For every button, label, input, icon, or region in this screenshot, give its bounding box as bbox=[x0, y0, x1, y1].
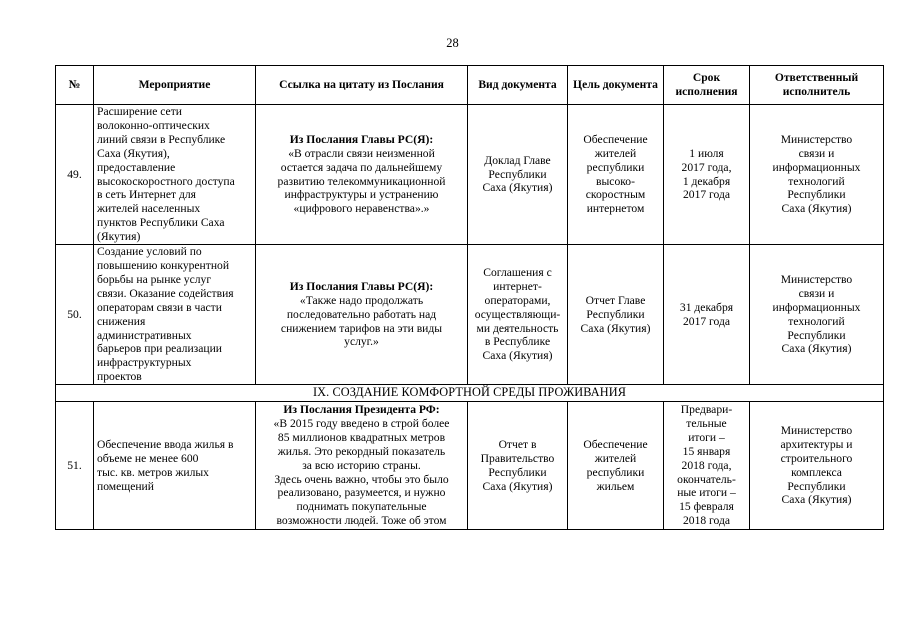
text-line: ные итоги – bbox=[677, 486, 736, 500]
doc-type-cell bbox=[468, 245, 568, 385]
table-header-row bbox=[56, 66, 884, 105]
event-cell bbox=[94, 402, 256, 530]
quote-text bbox=[259, 147, 464, 217]
text-line: Министерство bbox=[780, 423, 853, 437]
text-line: повышению конкурентной bbox=[97, 258, 230, 272]
text-line: объеме не менее 600 bbox=[97, 451, 199, 465]
text-line: возможности людей. Тоже об этом bbox=[276, 514, 447, 528]
quote-cell bbox=[256, 402, 468, 530]
text-line: последовательно работать над bbox=[286, 307, 437, 321]
text-line: Отчет Главе bbox=[585, 293, 646, 307]
text-line: окончатель- bbox=[677, 472, 736, 486]
text-line: 2017 года, bbox=[681, 160, 732, 174]
text-line: операторами, bbox=[484, 293, 551, 307]
doc-type-cell bbox=[468, 402, 568, 530]
header-num: № bbox=[56, 66, 94, 105]
text-line: реализовано, разумеется, и нужно bbox=[277, 486, 446, 500]
text-line: Создание условий по bbox=[97, 245, 202, 259]
text-line: информационных bbox=[772, 300, 861, 314]
executor-cell bbox=[750, 402, 884, 530]
quote-head: Из Послания Президента РФ: bbox=[283, 403, 440, 417]
text-line: снижением тарифов на эти виды bbox=[280, 321, 443, 335]
text-line: Республики bbox=[787, 479, 846, 493]
text-line: инфраструктуры и устранению bbox=[284, 188, 439, 202]
text-line: Правительство bbox=[480, 451, 555, 465]
text-line: Здесь очень важно, чтобы это было bbox=[274, 472, 449, 486]
text-line: Республики bbox=[586, 307, 645, 321]
table-row bbox=[56, 245, 884, 385]
text-line: жителей населенных bbox=[97, 202, 201, 216]
doc-type-cell bbox=[468, 105, 568, 245]
text-line: Министерство bbox=[780, 132, 853, 146]
row-num: 49. bbox=[56, 105, 94, 245]
text-line: Доклад Главе bbox=[484, 153, 551, 167]
text-line: 15 февраля bbox=[679, 500, 734, 514]
text-line: услуг.» bbox=[344, 335, 379, 349]
quote-head: Из Послания Главы РС(Я): bbox=[289, 132, 434, 146]
text-line: «Также надо продолжать bbox=[299, 293, 424, 307]
text-line: операторам связи в части bbox=[97, 300, 222, 314]
text-line: тельные bbox=[686, 416, 727, 430]
text-line: осуществляющи- bbox=[474, 307, 561, 321]
text-line: «В 2015 году введено в строй более bbox=[273, 416, 450, 430]
text-line: Республики bbox=[787, 188, 846, 202]
goal-cell bbox=[568, 245, 664, 385]
text-line: в сеть Интернет для bbox=[97, 188, 196, 202]
events-table bbox=[55, 65, 884, 530]
deadline-cell bbox=[664, 245, 750, 385]
text-line: Саха (Якутия) bbox=[781, 493, 852, 507]
text-line: Саха (Якутия) bbox=[482, 181, 553, 195]
text-line: помещений bbox=[97, 479, 154, 493]
text-line: высокоскоростного доступа bbox=[97, 174, 235, 188]
text-line: Саха (Якутия) bbox=[482, 479, 553, 493]
text-line: скоростным bbox=[585, 188, 646, 202]
text-line: пунктов Республики Саха bbox=[97, 216, 225, 230]
event-cell bbox=[94, 245, 256, 385]
text-line: барьеров при реализации bbox=[97, 342, 223, 356]
text-line: Саха (Якутия) bbox=[482, 349, 553, 363]
deadline-cell bbox=[664, 105, 750, 245]
quote-text bbox=[259, 294, 464, 350]
text-line: административных bbox=[97, 328, 192, 342]
header-deadline: Срок исполнения bbox=[664, 66, 750, 105]
row-num: 50. bbox=[56, 245, 94, 385]
executor-cell bbox=[750, 105, 884, 245]
text-line: Обеспечение bbox=[583, 132, 648, 146]
text-line: снижения bbox=[97, 314, 146, 328]
text-line: высоко- bbox=[596, 174, 635, 188]
header-quote: Ссылка на цитату из Послания bbox=[256, 66, 468, 105]
event-cell bbox=[94, 105, 256, 245]
text-line: технологий bbox=[788, 314, 845, 328]
text-line: предоставление bbox=[97, 160, 176, 174]
text-line: 2018 года, bbox=[681, 458, 732, 472]
text-line: Саха (Якутия), bbox=[97, 146, 170, 160]
text-line: итоги – bbox=[688, 430, 725, 444]
text-line: связи и bbox=[798, 146, 835, 160]
table-row bbox=[56, 105, 884, 245]
text-line: Обеспечение bbox=[583, 437, 648, 451]
text-line: (Якутия) bbox=[97, 230, 141, 244]
text-line: 1 декабря bbox=[682, 174, 731, 188]
text-line: связи и bbox=[798, 286, 835, 300]
text-line: интернет- bbox=[493, 279, 542, 293]
text-line: архитектуры и bbox=[780, 437, 853, 451]
text-line: жителей bbox=[594, 451, 637, 465]
page-number: 28 bbox=[446, 36, 459, 50]
text-line: инфраструктурных bbox=[97, 356, 192, 370]
text-line: 2018 года bbox=[682, 514, 731, 528]
text-line: жильем bbox=[596, 479, 635, 493]
text-line: «В отрасли связи неизменной bbox=[288, 146, 435, 160]
text-line: жителей bbox=[594, 146, 637, 160]
quote-head: Из Послания Главы РС(Я): bbox=[289, 279, 434, 293]
text-line: Предвари- bbox=[680, 403, 733, 417]
text-line: жилья. Это рекордный показатель bbox=[277, 444, 446, 458]
text-line: Саха (Якутия) bbox=[781, 202, 852, 216]
text-line: интернетом bbox=[586, 202, 645, 216]
text-line: борьбы на рынке услуг bbox=[97, 272, 212, 286]
text-line: остается задача по дальнейшему bbox=[280, 160, 443, 174]
text-line: за всю историю страны. bbox=[302, 458, 421, 472]
text-line: Министерство bbox=[780, 272, 853, 286]
text-line: 1 июля bbox=[689, 146, 724, 160]
text-line: Республики bbox=[787, 328, 846, 342]
goal-cell bbox=[568, 105, 664, 245]
text-line: 2017 года bbox=[682, 314, 731, 328]
deadline-cell bbox=[664, 402, 750, 530]
text-line: Саха (Якутия) bbox=[580, 321, 651, 335]
quote-text bbox=[259, 417, 464, 528]
header-doc-type: Вид документа bbox=[468, 66, 568, 105]
executor-cell bbox=[750, 245, 884, 385]
text-line: Республики bbox=[488, 167, 547, 181]
text-line: технологий bbox=[788, 174, 845, 188]
text-line: Отчет в bbox=[498, 437, 537, 451]
text-line: связи. Оказание содействия bbox=[97, 286, 234, 300]
header-goal: Цель документа bbox=[568, 66, 664, 105]
header-event: Мероприятие bbox=[94, 66, 256, 105]
text-line: Республики bbox=[488, 465, 547, 479]
row-num: 51. bbox=[56, 402, 94, 530]
text-line: Саха (Якутия) bbox=[781, 342, 852, 356]
header-executor: Ответственный исполнитель bbox=[750, 66, 884, 105]
text-line: информационных bbox=[772, 160, 861, 174]
section-title: IX. СОЗДАНИЕ КОМФОРТНОЙ СРЕДЫ ПРОЖИВАНИЯ bbox=[56, 385, 884, 402]
text-line: проектов bbox=[97, 370, 142, 384]
table-row bbox=[56, 402, 884, 530]
text-line: 2017 года bbox=[682, 188, 731, 202]
text-line: тыс. кв. метров жилых bbox=[97, 465, 209, 479]
text-line: ми деятельность bbox=[476, 321, 559, 335]
text-line: строительного bbox=[780, 451, 853, 465]
text-line: 85 миллионов квадратных метров bbox=[277, 430, 446, 444]
text-line: «цифрового неравенства».» bbox=[293, 202, 430, 216]
text-line: линий связи в Республике bbox=[97, 132, 226, 146]
section-row bbox=[56, 385, 884, 402]
quote-cell bbox=[256, 105, 468, 245]
text-line: 31 декабря bbox=[679, 300, 734, 314]
text-line: Обеспечение ввода жилья в bbox=[97, 437, 234, 451]
quote-cell bbox=[256, 245, 468, 385]
text-line: республики bbox=[586, 465, 645, 479]
text-line: комплекса bbox=[791, 465, 842, 479]
goal-cell bbox=[568, 402, 664, 530]
text-line: Расширение сети bbox=[97, 105, 182, 118]
text-line: Соглашения с bbox=[483, 265, 552, 279]
text-line: 15 января bbox=[682, 444, 731, 458]
text-line: волоконно-оптических bbox=[97, 118, 210, 132]
text-line: в Республике bbox=[484, 335, 551, 349]
text-line: развитию телекоммуникационной bbox=[277, 174, 446, 188]
text-line: поднимать покупательные bbox=[296, 500, 427, 514]
text-line: республики bbox=[586, 160, 645, 174]
